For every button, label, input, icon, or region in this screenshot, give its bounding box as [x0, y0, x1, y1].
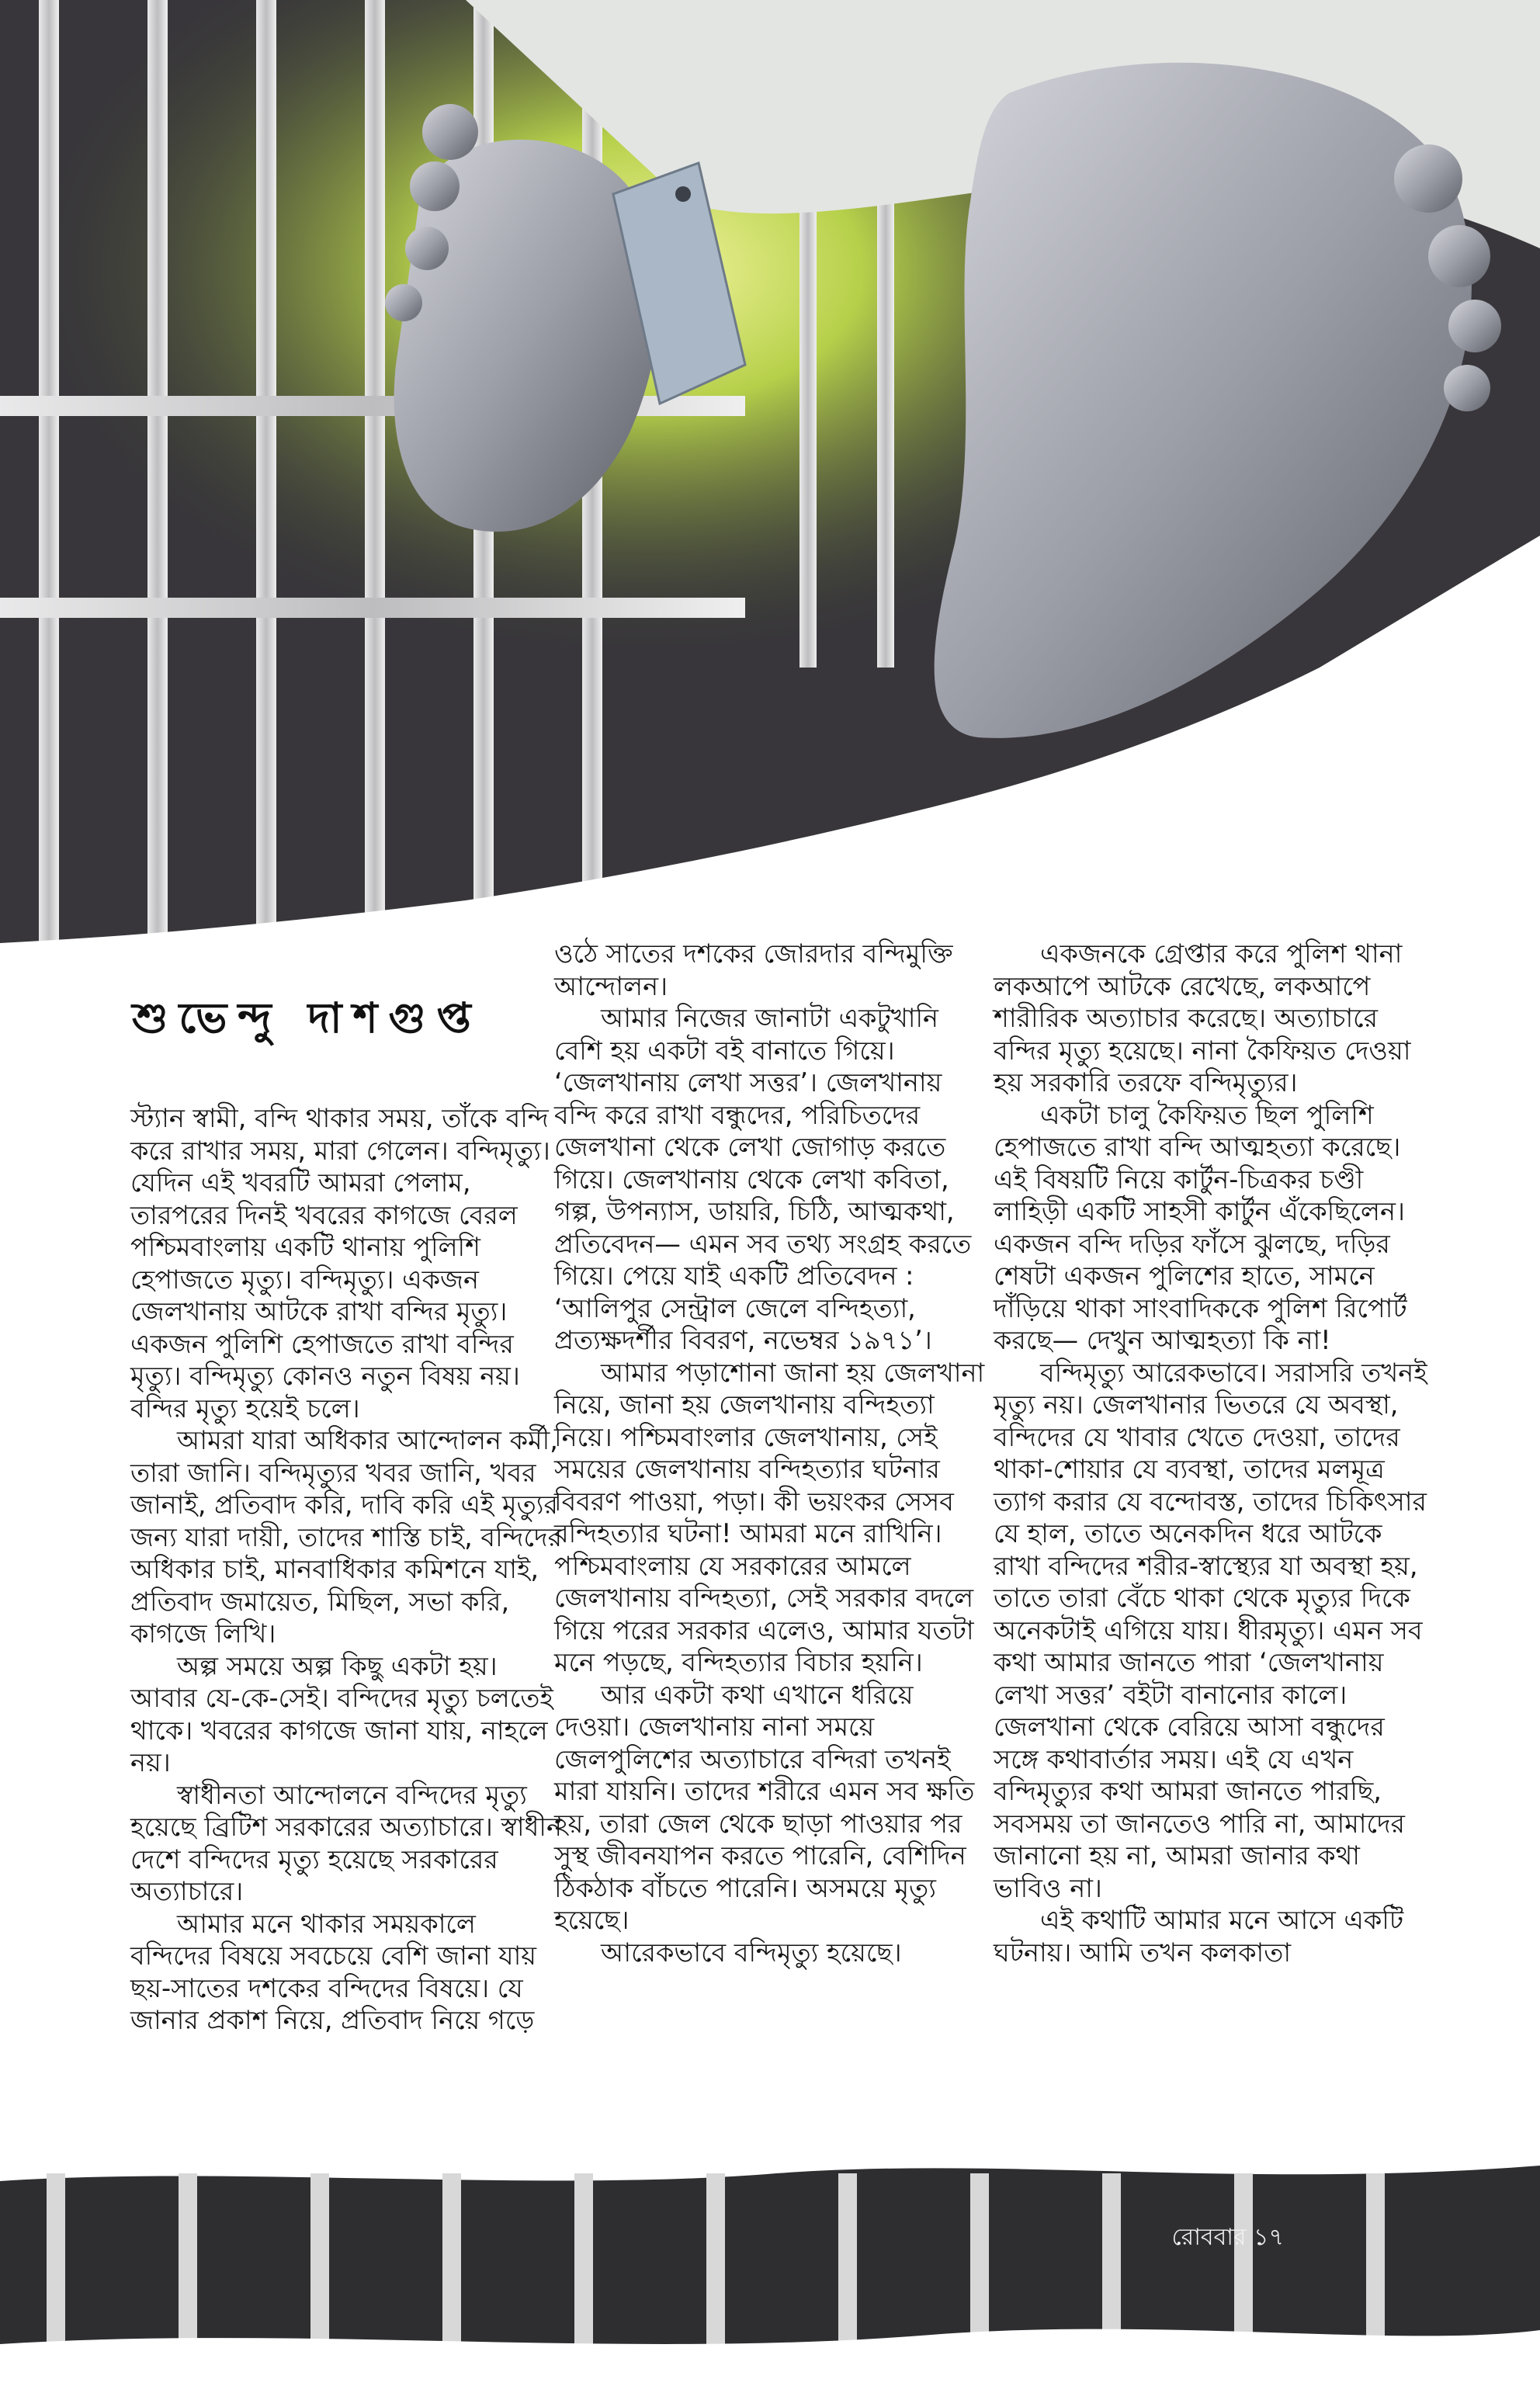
- article-paragraph: অল্প সময়ে অল্প কিছু একটা হয়। আবার যে-কে-সেই। বন্দিদের মৃত্যু চলতেই থাকে। খবরের কাগজে জানা যায়, নাহলে নয়।: [130, 1650, 553, 1777]
- article-paragraph: আমরা যারা অধিকার আন্দোলন কর্মী, তারা জানি। বন্দিমৃত্যুর খবর জানি, খবর জানাই, প্রতিবাদ করি, দাবি করি এই মৃত্যুর জন্য যারা দায়ী, তাদের শাস্তি চাই, বন্দিদের অধিকার চাই, মানবাধিকার কমিশনে যাই, প্রতিবাদ জমায়েত, মিছিল, সভা করি, কাগজে লিখি।: [130, 1425, 563, 1649]
- bottom-prison-bars-illustration: [0, 2150, 1540, 2393]
- article-paragraph: এই কথাটি আমার মনে আসে একটি ঘটনায়। আমি তখন কলকাতা: [994, 1905, 1404, 1968]
- article-paragraph: ওঠে সাতের দশকের জোরদার বন্দিমুক্তি আন্দোলন।: [554, 938, 953, 1001]
- article-paragraph: আর একটা কথা এখানে ধরিয়ে দেওয়া। জেলখানায় নানা সময়ে জেলপুলিশের অত্যাচারে বন্দিরা তখনই মারা যায়নি। তাদের শরীরে এমন সব ক্ষতি হয়, তারা জেল থেকে ছাড়া পাওয়ার পর সুস্থ জীবনযাপন করতে পারেনি, বেশিদিন ঠিকঠাক বাঁচতে পারেনি। অসময়ে মৃত্যু হয়েছে।: [554, 1679, 975, 1935]
- page-footer-label: রোববার ১৭: [1171, 2224, 1284, 2251]
- article-paragraph: আমার নিজের জানাটা একটুখানি বেশি হয় একটা বই বানাতে গিয়ে। ‘জেলখানায় লেখা সত্তর’। জেলখানায় বন্দি করে রাখা বন্ধুদের, পরিচিতদের জেলখানা থেকে লেখা জোগাড় করতে গিয়ে। জেলখানায় থেকে লেখা কবিতা, গল্প, উপন্যাস, ডায়রি, চিঠি, আত্মকথা, প্রতিবেদন— এমন সব তথ্য সংগ্রহ করতে গিয়ে। পেয়ে যাই একটি প্রতিবেদন : ‘আলিপুর সেন্ট্রাল জেলে বন্দিহত্যা, প্রত্যক্ষদর্শীর বিবরণ, নভেম্বর ১৯৭১’।: [554, 1003, 972, 1355]
- article-paragraph: বন্দিমৃত্যু আরেকভাবে। সরাসরি তখনই মৃত্যু নয়। জেলখানার ভিতরে যে অবস্থা, বন্দিদের যে খাবার খেতে দেওয়া, তাদের থাকা-শোয়ার যে ব্যবস্থা, তাদের মলমূত্র ত্যাগ করার যে বন্দোবস্ত, তাদের চিকিৎসার যে হাল, তাতে অনেকদিন ধরে আটকে রাখা বন্দিদের শরীর-স্বাস্থ্যের যা অবস্থা হয়, তাতে তারা বেঁচে থাকা থেকে মৃত্যুর দিকে অনেকটাই এগিয়ে যায়। ধীরমৃত্যু। এমন সব কথা আমার জানতে পারা ‘জেলখানায় লেখা সত্তর’ বইটা বানানোর কালে। জেলখানা থেকে বেরিয়ে আসা বন্ধুদের সঙ্গে কথাবার্তার সময়। এই যে এখন বন্দিমৃত্যুর কথা আমরা জানতে পারছি, সবসময় তা জানতেও পারি না, আমাদের জানানো হয় না, আমরা জানার কথা ভাবিও না।: [994, 1357, 1427, 1903]
- article-paragraph: আরেকভাবে বন্দিমৃত্যু হয়েছে।: [601, 1937, 902, 1968]
- article-paragraph: স্ট্যান স্বামী, বন্দি থাকার সময়, তাঁকে বন্দি করে রাখার সময়, মারা গেলেন। বন্দিমৃত্যু। যেদিন এই খবরটি আমরা পেলাম, তারপরের দিনই খবরের কাগজে বেরল পশ্চিমবাংলায় একটি থানায় পুলিশি হেপাজতে মৃত্যু। বন্দিমৃত্যু। একজন জেলখানায় আটকে রাখা বন্দির মৃত্যু। একজন পুলিশি হেপাজতে রাখা বন্দির মৃত্যু। বন্দিমৃত্যু কোনও নতুন বিষয় নয়। বন্দির মৃত্যু হয়েই চলে।: [130, 1103, 550, 1424]
- article-paragraph: আমার মনে থাকার সময়কালে বন্দিদের বিষয়ে সবচেয়ে বেশি জানা যায় ছয়-সাতের দশকের বন্দিদের বিষয়ে। যে জানার প্রকাশ নিয়ে, প্রতিবাদ নিয়ে গড়ে: [130, 1908, 537, 2035]
- article-paragraph: স্বাধীনতা আন্দোলনে বন্দিদের মৃত্যু হয়েছে ব্রিটিশ সরকারের অত্যাচারে। স্বাধীন দেশে বন্দিদের মৃত্যু হয়েছে সরকারের অত্যাচারে।: [130, 1779, 562, 1906]
- article-paragraph: একজনকে গ্রেপ্তার করে পুলিশ থানা লকআপে আটকে রেখেছে, লকআপে শারীরিক অত্যাচার করেছে। অত্যাচারে বন্দির মৃত্যু হয়েছে। নানা কৈফিয়ত দেওয়া হয় সরকারি তরফে বন্দিমৃত্যুর।: [994, 938, 1411, 1098]
- article-column-1: [130, 1102, 565, 2037]
- prison-bars-feet-illustration: [0, 0, 1540, 962]
- article-paragraph: আমার পড়াশোনা জানা হয় জেলখানা নিয়ে, জানা হয় জেলখানায় বন্দিহত্যা নিয়ে। পশ্চিমবাংলার জেলখানায়, সেই সময়ের জেলখানায় বন্দিহত্যার ঘটনার বিবরণ পাওয়া, পড়া। কী ভয়ংকর সেসব বন্দিহত্যার ঘটনা! আমরা মনে রাখিনি। পশ্চিমবাংলায় যে সরকারের আমলে জেলখানায় বন্দিহত্যা, সেই সরকার বদলে গিয়ে পরের সরকার এলেও, আমার যতটা মনে পড়ছে, বন্দিহত্যার বিচার হয়নি।: [554, 1357, 985, 1677]
- article-paragraph: একটা চালু কৈফিয়ত ছিল পুলিশি হেপাজতে রাখা বন্দি আত্মহত্যা করেছে। এই বিষয়টি নিয়ে কার্টুন-চিত্রকর চণ্ডী লাহিড়ী একটি সাহসী কার্টুন এঁকেছিলেন। একজন বন্দি দড়ির ফাঁসে ঝুলছে, দড়ির শেষটা একজন পুলিশের হাতে, সামনে দাঁড়িয়ে থাকা সাংবাদিককে পুলিশ রিপোর্ট করছে— দেখুন আত্মহত্যা কি না!: [994, 1099, 1407, 1355]
- hero-illustration: [0, 0, 1540, 962]
- article-column-3: [994, 938, 1428, 1968]
- footer-illustration: [0, 2150, 1540, 2393]
- author-byline: শুভেন্দু দাশগুপ্ত: [132, 994, 482, 1042]
- article-column-2: [554, 938, 989, 1968]
